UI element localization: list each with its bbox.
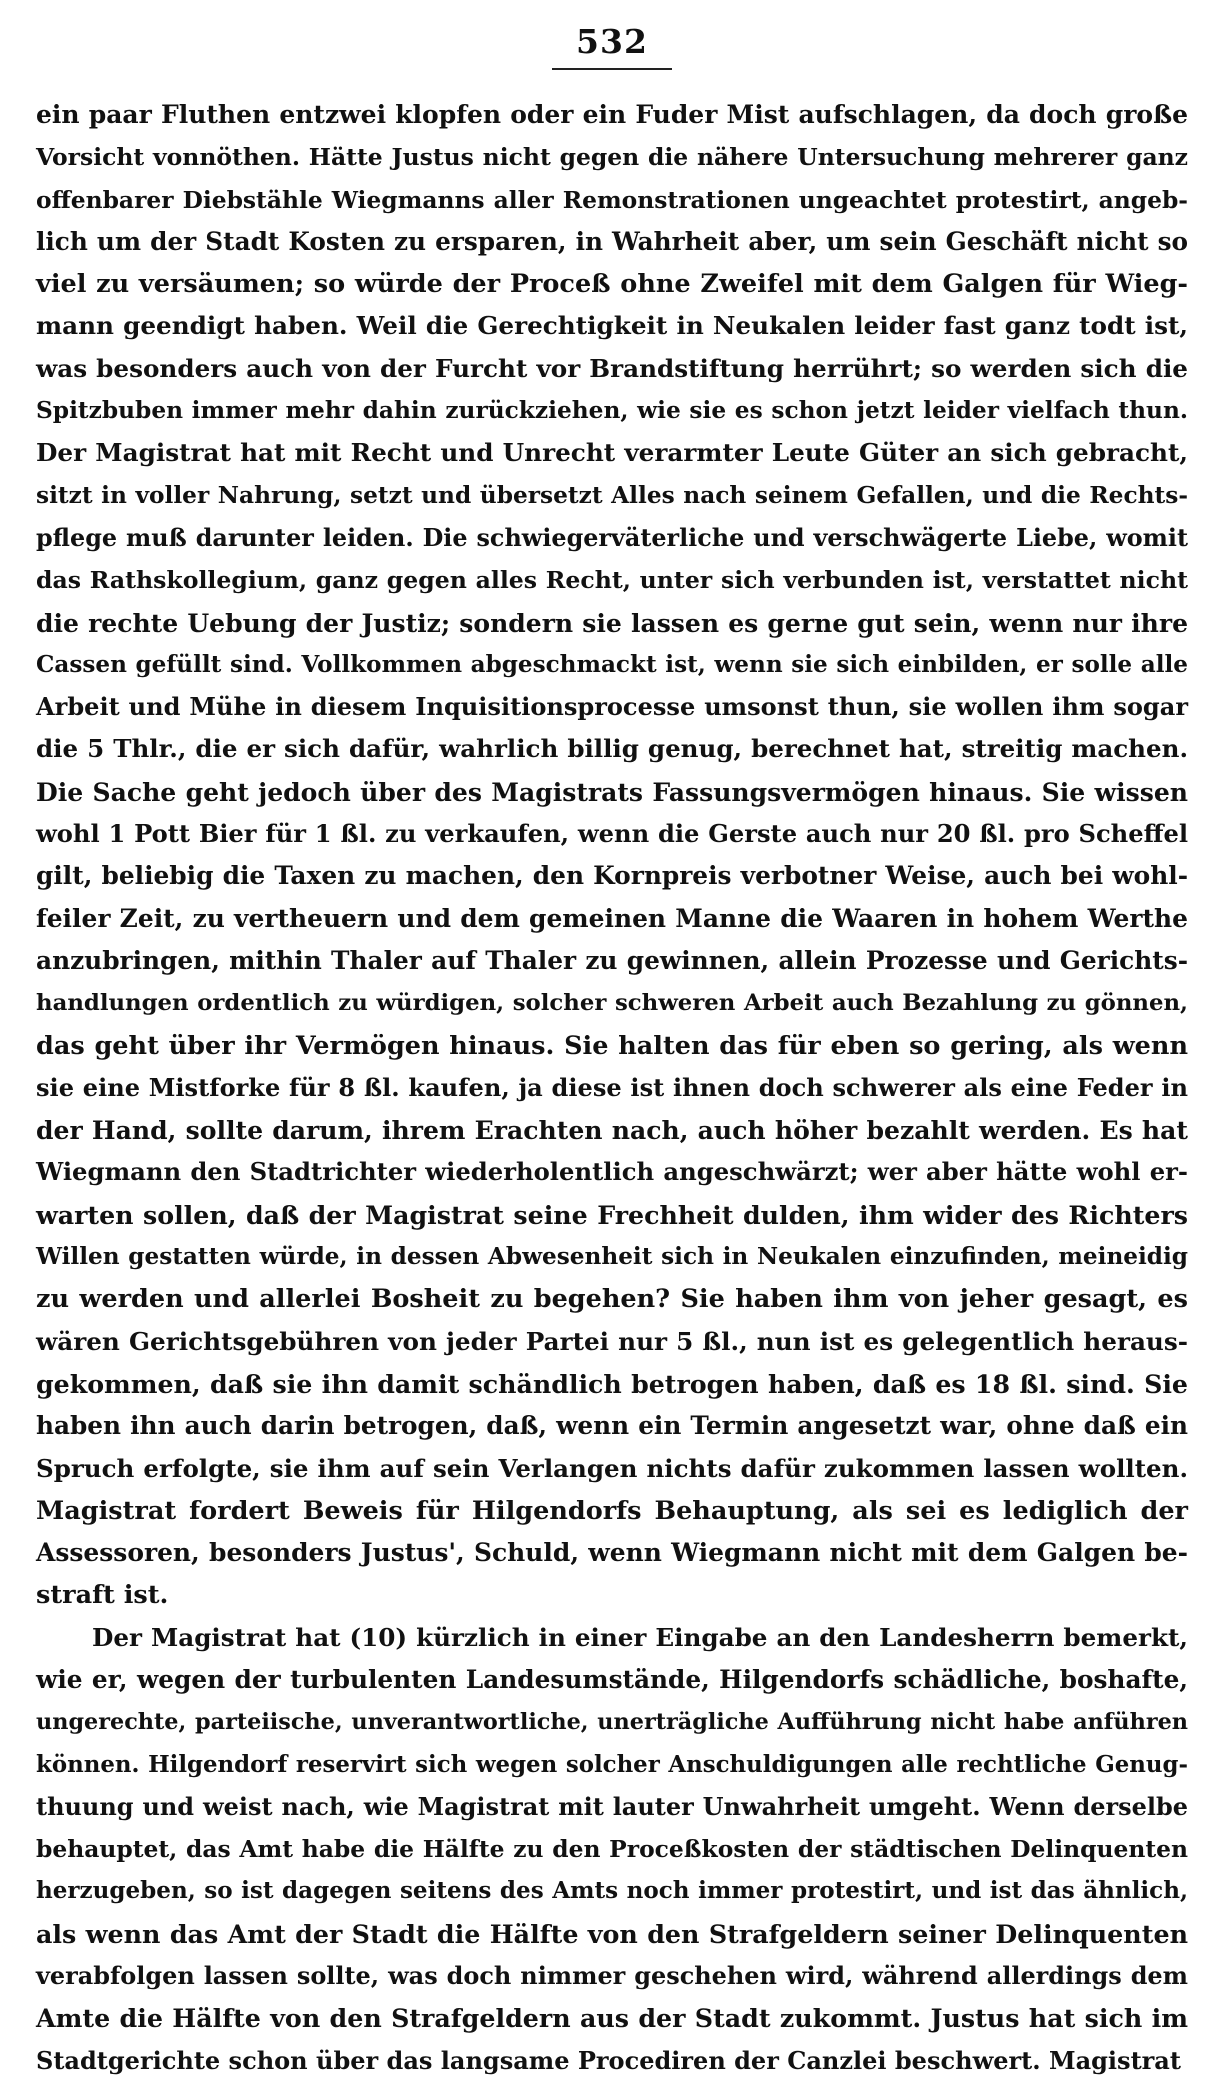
text-line: können. Hilgendorf reservirt sich wegen solcher Anschuldigungen alle rechtliche Genug- <box>36 1751 1188 1778</box>
text-line: ein paar Fluthen entzwei klopfen oder ein Fuder Mist aufschlagen, da doch große <box>36 100 1188 129</box>
paragraph <box>36 94 1188 1617</box>
text-line: Magistrat fordert Beweis für Hilgendorfs Behauptung, als sei es lediglich der <box>36 1495 1188 1526</box>
text-line: wie er, wegen der turbulenten Landesumstände, Hilgendorfs schädliche, boshafte, <box>36 1664 1188 1694</box>
text-line: der Hand, sollte darum, ihrem Erachten nach, auch höher bezahlt werden. Es hat <box>36 1115 1188 1146</box>
text-line: das Rathskollegium, ganz gegen alles Recht, unter sich verbunden ist, verstattet nicht <box>36 566 1188 595</box>
text-line: lich um der Stadt Kosten zu ersparen, in Wahrheit aber, um sein Geschäft nicht so <box>36 226 1188 256</box>
text-line: haben ihn auch darin betrogen, daß, wenn ein Termin angesetzt war, ohne daß ein <box>36 1411 1188 1441</box>
text-line: Vorsicht vonnöthen. Hätte Justus nicht gegen die nähere Untersuchung mehrerer ganz <box>36 143 1188 172</box>
text-line: thuung und weist nach, wie Magistrat mit lauter Unwahrheit umgeht. Wenn derselbe <box>36 1791 1188 1821</box>
text-line: ungerechte, parteiische, unverantwortliche, unerträgliche Aufführung nicht habe anführen <box>36 1709 1188 1736</box>
text-line: behauptet, das Amt habe die Hälfte zu den Proceßkosten der städtischen Delinquenten <box>36 1835 1188 1864</box>
text-line: anzubringen, mithin Thaler auf Thaler zu gewinnen, allein Prozesse und Gerichts- <box>36 945 1188 975</box>
text-line: was besonders auch von der Furcht vor Brandstiftung herrührt; so werden sich die <box>36 353 1188 383</box>
body-text <box>36 94 1188 2082</box>
text-line: offenbarer Diebstähle Wiegmanns aller Remonstrationen ungeachtet protestirt, angeb- <box>36 185 1188 214</box>
text-line: wohl 1 Pott Bier für 1 ßl. zu verkaufen, wenn die Gerste auch nur 20 ßl. pro Scheffel <box>36 819 1188 849</box>
text-line: handlungen ordentlich zu würdigen, solcher schweren Arbeit auch Bezahlung zu gönnen, <box>36 990 1188 1017</box>
text-line: sitzt in voller Nahrung, setzt und übersetzt Alles nach seinem Gefallen, und die Rechts- <box>36 481 1188 509</box>
text-line: sie eine Mistforke für 8 ßl. kaufen, ja diese ist ihnen doch schwerer als eine Feder in <box>36 1072 1188 1102</box>
text-line: Der Magistrat hat mit Recht und Unrecht verarmter Leute Güter an sich gebracht, <box>36 438 1188 468</box>
paragraph <box>36 1617 1188 2082</box>
header-rule <box>552 68 672 70</box>
text-line: wären Gerichtsgebühren von jeder Partei nur 5 ßl., nun ist es gelegentlich heraus- <box>36 1326 1188 1356</box>
text-line: feiler Zeit, zu vertheuern und dem gemeinen Manne die Waaren in hohem Werthe <box>36 903 1188 933</box>
text-line: die 5 Thlr., die er sich dafür, wahrlich billig genug, berechnet hat, streitig machen. <box>36 734 1188 764</box>
text-line: verabfolgen lassen sollte, was doch nimmer geschehen wird, während allerdings dem <box>36 1962 1188 1991</box>
text-line: Willen gestatten würde, in dessen Abwesenheit sich in Neukalen einzufinden, meineidig <box>36 1243 1188 1271</box>
text-line: herzugeben, so ist dagegen seitens des Amts noch immer protestirt, und ist das ähnlich, <box>36 1877 1188 1905</box>
text-line: Die Sache geht jedoch über des Magistrats Fassungsvermögen hinaus. Sie wissen <box>36 776 1188 807</box>
text-line: Arbeit und Mühe in diesem Inquisitionsprocesse umsonst thun, sie wollen ihm sogar <box>36 692 1188 722</box>
text-line: gekommen, daß sie ihn damit schändlich betrogen haben, daß es 18 ßl. sind. Sie <box>36 1368 1188 1399</box>
document-page <box>36 22 1188 2082</box>
text-line: das geht über ihr Vermögen hinaus. Sie halten das für eben so gering, als wenn <box>36 1030 1188 1061</box>
text-line: Amte die Hälfte von den Strafgeldern aus der Stadt zukommt. Justus hat sich im <box>36 2003 1188 2034</box>
text-line: warten sollen, daß der Magistrat seine Frechheit dulden, ihm wider des Richters <box>36 1199 1188 1230</box>
text-line: Cassen gefüllt sind. Vollkommen abgeschmackt ist, wenn sie sich einbilden, er solle alle <box>36 650 1188 678</box>
text-line: Spitzbuben immer mehr dahin zurückziehen, wie sie es schon jetzt leider vielfach thun. <box>36 397 1188 425</box>
text-line: straft ist. <box>36 1580 169 1611</box>
text-line: die rechte Uebung der Justiz; sondern sie lassen es gerne gut sein, wenn nur ihre <box>36 607 1188 638</box>
text-line: Stadtgerichte schon über das langsame Procediren der Canzlei beschwert. Magistrat <box>36 2045 1181 2075</box>
text-line: als wenn das Amt der Stadt die Hälfte von den Strafgeldern seiner Delinquenten <box>36 1918 1188 1949</box>
text-line: Spruch erfolgte, sie ihm auf sein Verlangen nichts dafür zukommen lassen wollten. <box>36 1453 1188 1483</box>
text-line: gilt, beliebig die Taxen zu machen, den Kornpreis verbotner Weise, auch bei wohl- <box>36 861 1188 891</box>
page-number: 532 <box>576 22 648 61</box>
text-line: zu werden und allerlei Bosheit zu begehen? Sie haben ihm von jeher gesagt, es <box>36 1284 1188 1315</box>
text-line: Assessoren, besonders Justus', Schuld, wenn Wiegmann nicht mit dem Galgen be- <box>36 1538 1188 1568</box>
text-line: Wiegmann den Stadtrichter wiederholentlich angeschwärzt; wer aber hätte wohl er- <box>36 1157 1188 1187</box>
text-line: mann geendigt haben. Weil die Gerechtigkeit in Neukalen leider fast ganz todt ist, <box>36 311 1188 341</box>
text-line: viel zu versäumen; so würde der Proceß ohne Zweifel mit dem Galgen für Wieg- <box>36 269 1188 300</box>
text-line: Der Magistrat hat (10) kürzlich in einer Eingabe an den Landesherrn bemerkt, <box>92 1622 1188 1652</box>
text-line: pflege muß darunter leiden. Die schwiegerväterliche und verschwägerte Liebe, womit <box>36 523 1188 552</box>
